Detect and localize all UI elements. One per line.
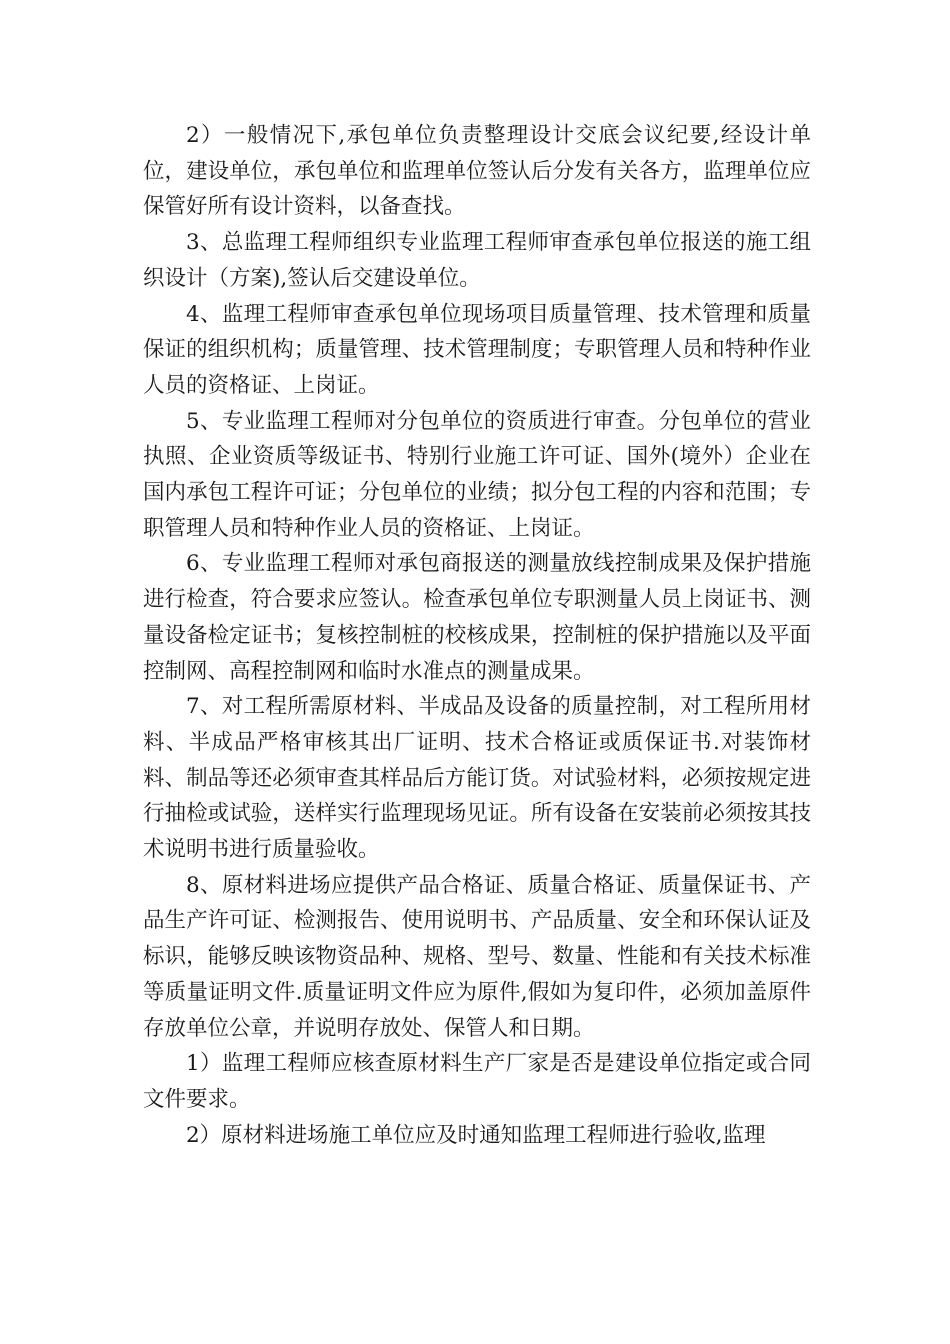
paragraph-survey-control-check: 6、专业监理工程师对承包商报送的测量放线控制成果及保护措施进行检查，符合要求应签认。检查承包单位专职测量人员上岗证书、测量设备检定证书；复核控制桩的校核成果，控制桩的保护措施以及平面控制网、高程控制网和临时水准点的测量成果。 xyxy=(143,551,811,684)
paragraph-material-acceptance: 2）原材料进场施工单位应及时通知监理工程师进行验收,监理 xyxy=(186,1122,766,1148)
paragraph-subcontractor-qualification: 5、专业监理工程师对分包单位的资质进行审查。分包单位的营业执照、企业资质等级证书、特别行业施工许可证、国外(境外）企业在国内承包工程许可证；分包单位的业绩；拟分包工程的内容和范围；专职管理人员和特种作业人员的资格证、上岗证。 xyxy=(143,408,811,541)
paragraph-manufacturer-check: 1）监理工程师应核查原材料生产厂家是否是建设单位指定或合同文件要求。 xyxy=(143,1051,811,1112)
paragraph-material-quality-control: 7、对工程所需原材料、半成品及设备的质量控制，对工程所用材料、半成品严格审核其出厂证明、技术合格证或质保证书.对装饰材料、制品等还必须审查其样品后方能订货。对试验材料，必须按规定进行抽检或试验，送样实行监理现场见证。所有设备在安装前必须按其技术说明书进行质量验收。 xyxy=(143,694,811,863)
paragraph-design-briefing-minutes: 2）一般情况下,承包单位负责整理设计交底会议纪要,经设计单位，建设单位，承包单位和监理单位签认后分发有关各方，监理单位应保管好所有设计资料，以备查找。 xyxy=(143,123,811,220)
paragraph-construction-plan-review: 3、总监理工程师组织专业监理工程师审查承包单位报送的施工组织设计（方案),签认后交建设单位。 xyxy=(143,230,811,291)
paragraph-quality-management-review: 4、监理工程师审查承包单位现场项目质量管理、技术管理和质量保证的组织机构；质量管理、技术管理制度；专职管理人员和特种作业人员的资格证、上岗证。 xyxy=(143,301,811,398)
document-page xyxy=(143,118,811,1153)
paragraph-material-entry-documents: 8、原材料进场应提供产品合格证、质量合格证、质量保证书、产品生产许可证、检测报告、使用说明书、产品质量、安全和环保认证及标识，能够反映该物资品种、规格、型号、数量、性能和有关技术标准等质量证明文件.质量证明文件应为原件,假如为复印件，必须加盖原件存放单位公章，并说明存放处、保管人和日期。 xyxy=(143,872,811,1041)
